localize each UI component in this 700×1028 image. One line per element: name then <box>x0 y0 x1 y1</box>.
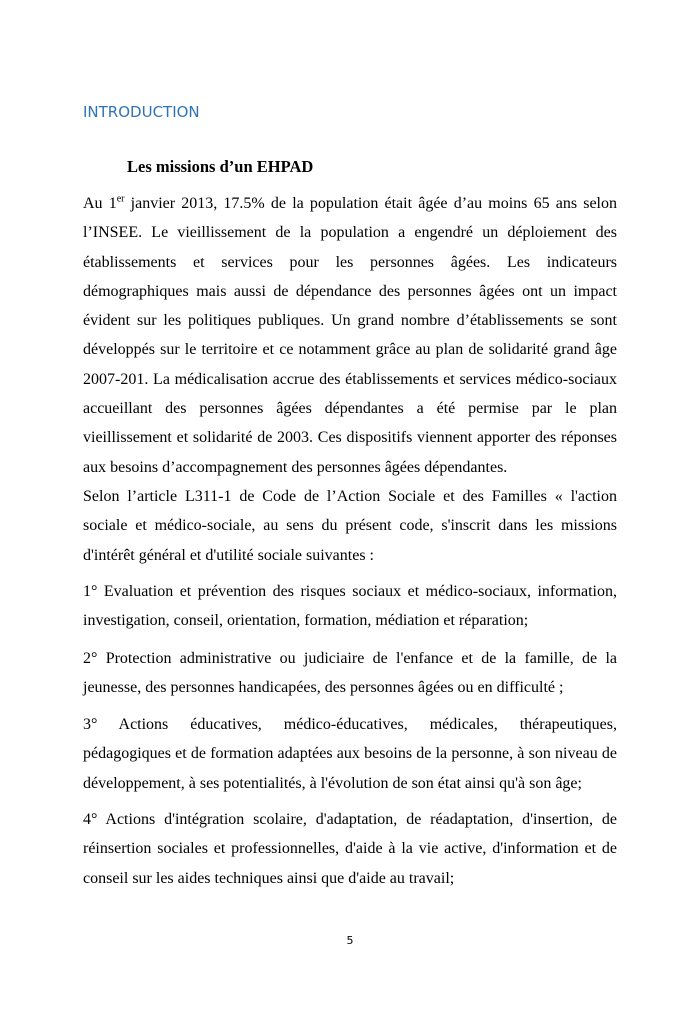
page-number: 5 <box>346 934 354 947</box>
paragraph-article: Selon l’article L311-1 de Code de l’Action Sociale et des Familles « l'action sociale et médico-sociale, au sens du présent code, s'inscrit dans les missions d'intérêt général et d'utilité sociale suivantes : <box>83 488 617 564</box>
section-heading: INTRODUCTION <box>83 103 200 121</box>
mission-item-1: 1° Evaluation et prévention des risques sociaux et médico-sociaux, information, investigation, conseil, orientation, formation, médiation et réparation; <box>83 583 617 630</box>
subsection-heading: Les missions d’un EHPAD <box>127 157 314 176</box>
paragraph-intro <box>83 189 617 482</box>
mission-item-4: 4° Actions d'intégration scolaire, d'adaptation, de réadaptation, d'insertion, de réinsertion sociales et professionnelles, d'aide à la vie active, d'information et de conseil sur les aides techniques ainsi que d'aide au travail; <box>83 811 617 887</box>
ordinal-superscript: er <box>116 193 125 205</box>
paragraph-intro-rest: janvier 2013, 17.5% de la population était âgée d’au moins 65 ans selon l’INSEE. Le vieillissement de la population a engendré un déploiement des établissements et services pour les personnes âgées. Les indicateurs démographiques mais aussi de dépendance des personnes âgées ont un impact évident sur les politiques publiques. Un grand nombre d’établissements se sont développés sur le territoire et ce notamment grâce au plan de solidarité grand âge 2007-201. La médicalisation accrue des établissements et services médico-sociaux accueillant des personnes âgées dépendantes a été permise par le plan vieillissement et solidarité de 2003. Ces dispositifs viennent apporter des réponses aux besoins d’accompagnement des personnes âgées dépendantes. <box>83 195 618 476</box>
mission-item-2: 2° Protection administrative ou judiciaire de l'enfance et de la famille, de la jeunesse, des personnes handicapées, des personnes âgées ou en difficulté ; <box>83 650 617 697</box>
paragraph-intro-start: Au 1 <box>83 195 117 212</box>
mission-item-3: 3° Actions éducatives, médico-éducatives, médicales, thérapeutiques, pédagogiques et de formation adaptées aux besoins de la personne, à son niveau de développement, à ses potentialités, à l'évolution de son état ainsi qu'à son âge; <box>83 716 617 792</box>
